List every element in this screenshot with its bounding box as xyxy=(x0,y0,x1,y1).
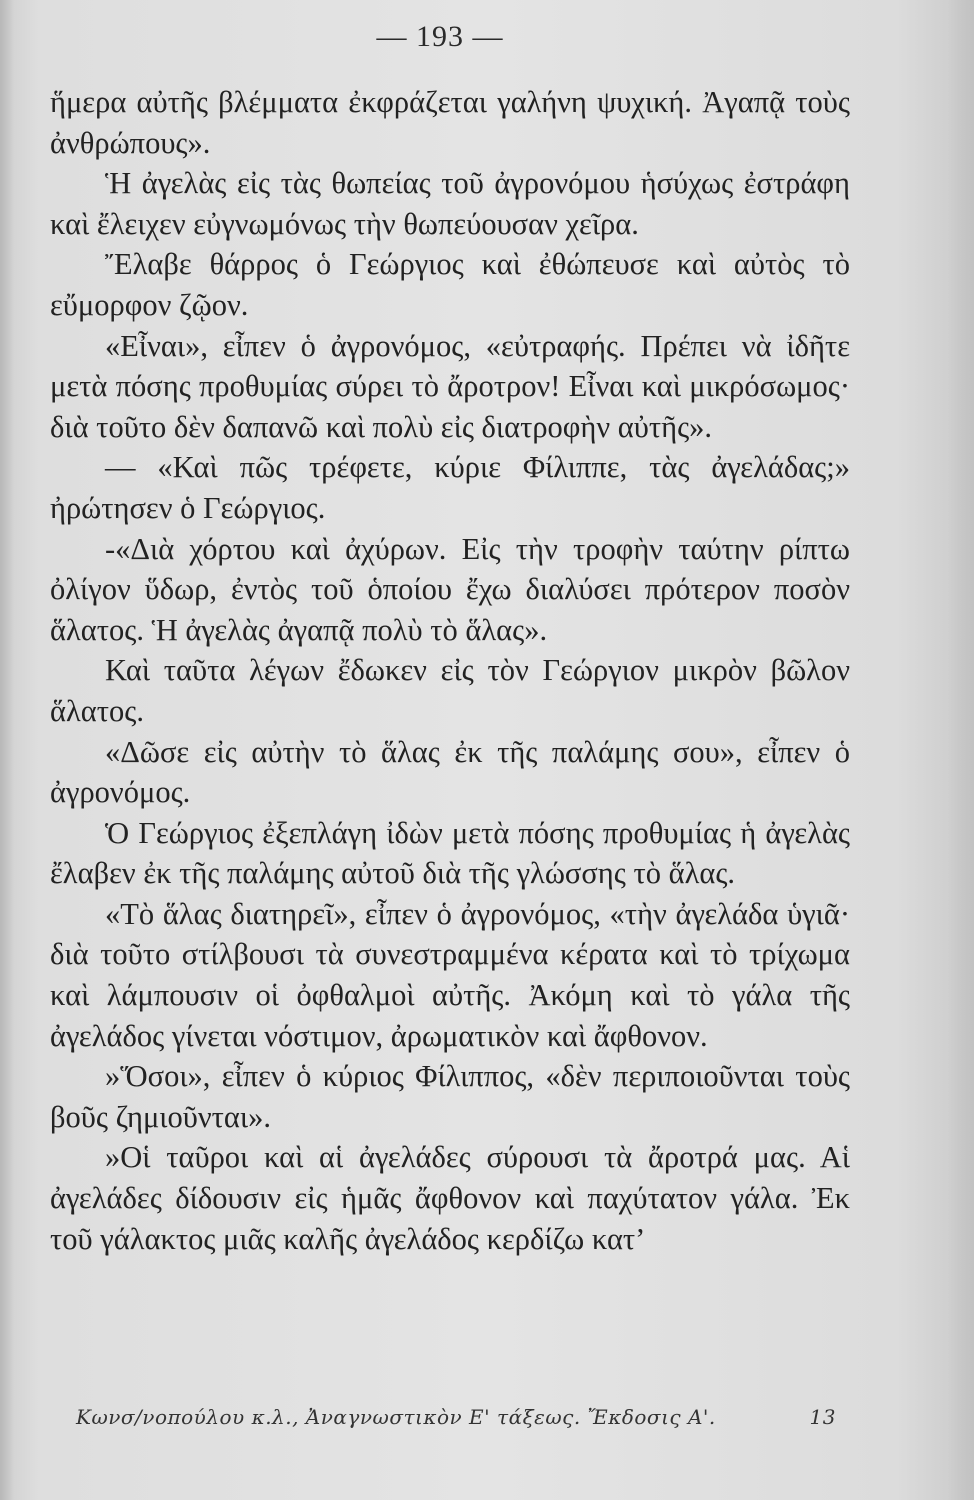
paragraph: Καὶ ταῦτα λέγων ἔδωκεν εἰς τὸν Γεώργιον μικρὸν βῶλον ἅλατος. xyxy=(50,653,850,728)
body-text xyxy=(50,82,850,1259)
page-edge-shadow-left xyxy=(0,0,14,1500)
paragraph: »Ὅσοι», εἶπεν ὁ κύριος Φίλιππος, «δὲν περιποιοῦνται τοὺς βοῦς ζημιοῦνται». xyxy=(50,1059,850,1134)
paragraph: Ὁ Γεώργιος ἐξεπλάγη ἰδὼν μετὰ πόσης προθυμίας ἡ ἀγελὰς ἔλαβεν ἐκ τῆς παλάμης αὐτοῦ διὰ τῆς γλώσσης τὸ ἅλας. xyxy=(50,815,850,891)
paragraph: «Τὸ ἅλας διατηρεῖ», εἶπεν ὁ ἀγρονόμος, «τὴν ἀγελάδα ὑγιᾶ· διὰ τοῦτο στίλβουσι τὰ συνεστραμμένα κέρατα καὶ τὸ τρίχωμα καὶ λάμπουσιν οἱ ὀφθαλμοὶ αὐτῆς. Ἀκόμη καὶ τὸ γάλα τῆς ἀγελάδος γίνεται νόστιμον, ἀρωματικὸν καὶ ἄφθονον. xyxy=(50,896,850,1053)
paragraph: — «Καὶ πῶς τρέφετε, κύριε Φίλιππε, τὰς ἀγελάδας;» ἠρώτησεν ὁ Γεώργιος. xyxy=(50,450,850,525)
footer-signature-number: 13 xyxy=(809,1405,836,1429)
page-edge-shadow-right xyxy=(948,0,974,1500)
paragraph: «Δῶσε εἰς αὐτὴν τὸ ἅλας ἐκ τῆς παλάμης σου», εἶπεν ὁ ἀγρονόμος. xyxy=(50,734,850,810)
paragraph: Ἔλαβε θάρρος ὁ Γεώργιος καὶ ἐθώπευσε καὶ αὐτὸς τὸ εὔμορφον ζῷον. xyxy=(50,247,850,322)
paragraph: «Εἶναι», εἶπεν ὁ ἀγρονόμος, «εὐτραφής. Πρέπει νὰ ἰδῆτε μετὰ πόσης προθυμίας σύρει τὸ ἄροτρον! Εἶναι καὶ μικρόσωμος· διὰ τοῦτο δὲν δαπανῶ καὶ πολὺ εἰς διατροφὴν αὐτῆς». xyxy=(50,328,850,444)
footer-book-reference: Κωνσ/νοπούλου κ.λ., Ἀναγνωστικὸν Ε' τάξεως. Ἔκδοσις Α'. xyxy=(76,1405,716,1429)
page-footer xyxy=(76,1405,836,1429)
paragraph: »Οἱ ταῦροι καὶ αἱ ἀγελάδες σύρουσι τὰ ἄροτρά μας. Αἱ ἀγελάδες δίδουσιν εἰς ἡμᾶς ἄφθονον καὶ παχύτατον γάλα. Ἐκ τοῦ γάλακτος μιᾶς καλῆς ἀγελάδος κερδίζω κατ’ xyxy=(50,1140,850,1256)
page-number-header: — 193 — xyxy=(376,20,504,53)
paragraph: -«Διὰ χόρτου καὶ ἀχύρων. Εἰς τὴν τροφὴν ταύτην ρίπτω ὀλίγον ὕδωρ, ἐντὸς τοῦ ὁποίου ἔχω διαλύσει πρότερον ποσὸν ἅλατος. Ἡ ἀγελὰς ἀγαπᾷ πολὺ τὸ ἅλας». xyxy=(50,531,850,647)
paragraph: ἥμερα αὐτῆς βλέμματα ἐκφράζεται γαλήνη ψυχική. Ἀγαπᾷ τοὺς ἀνθρώπους». xyxy=(50,85,850,160)
paragraph: Ἡ ἀγελὰς εἰς τὰς θωπείας τοῦ ἀγρονόμου ἡσύχως ἐστράφη καὶ ἔλειχεν εὐγνωμόνως τὴν θωπεύουσαν χεῖρα. xyxy=(50,166,850,241)
